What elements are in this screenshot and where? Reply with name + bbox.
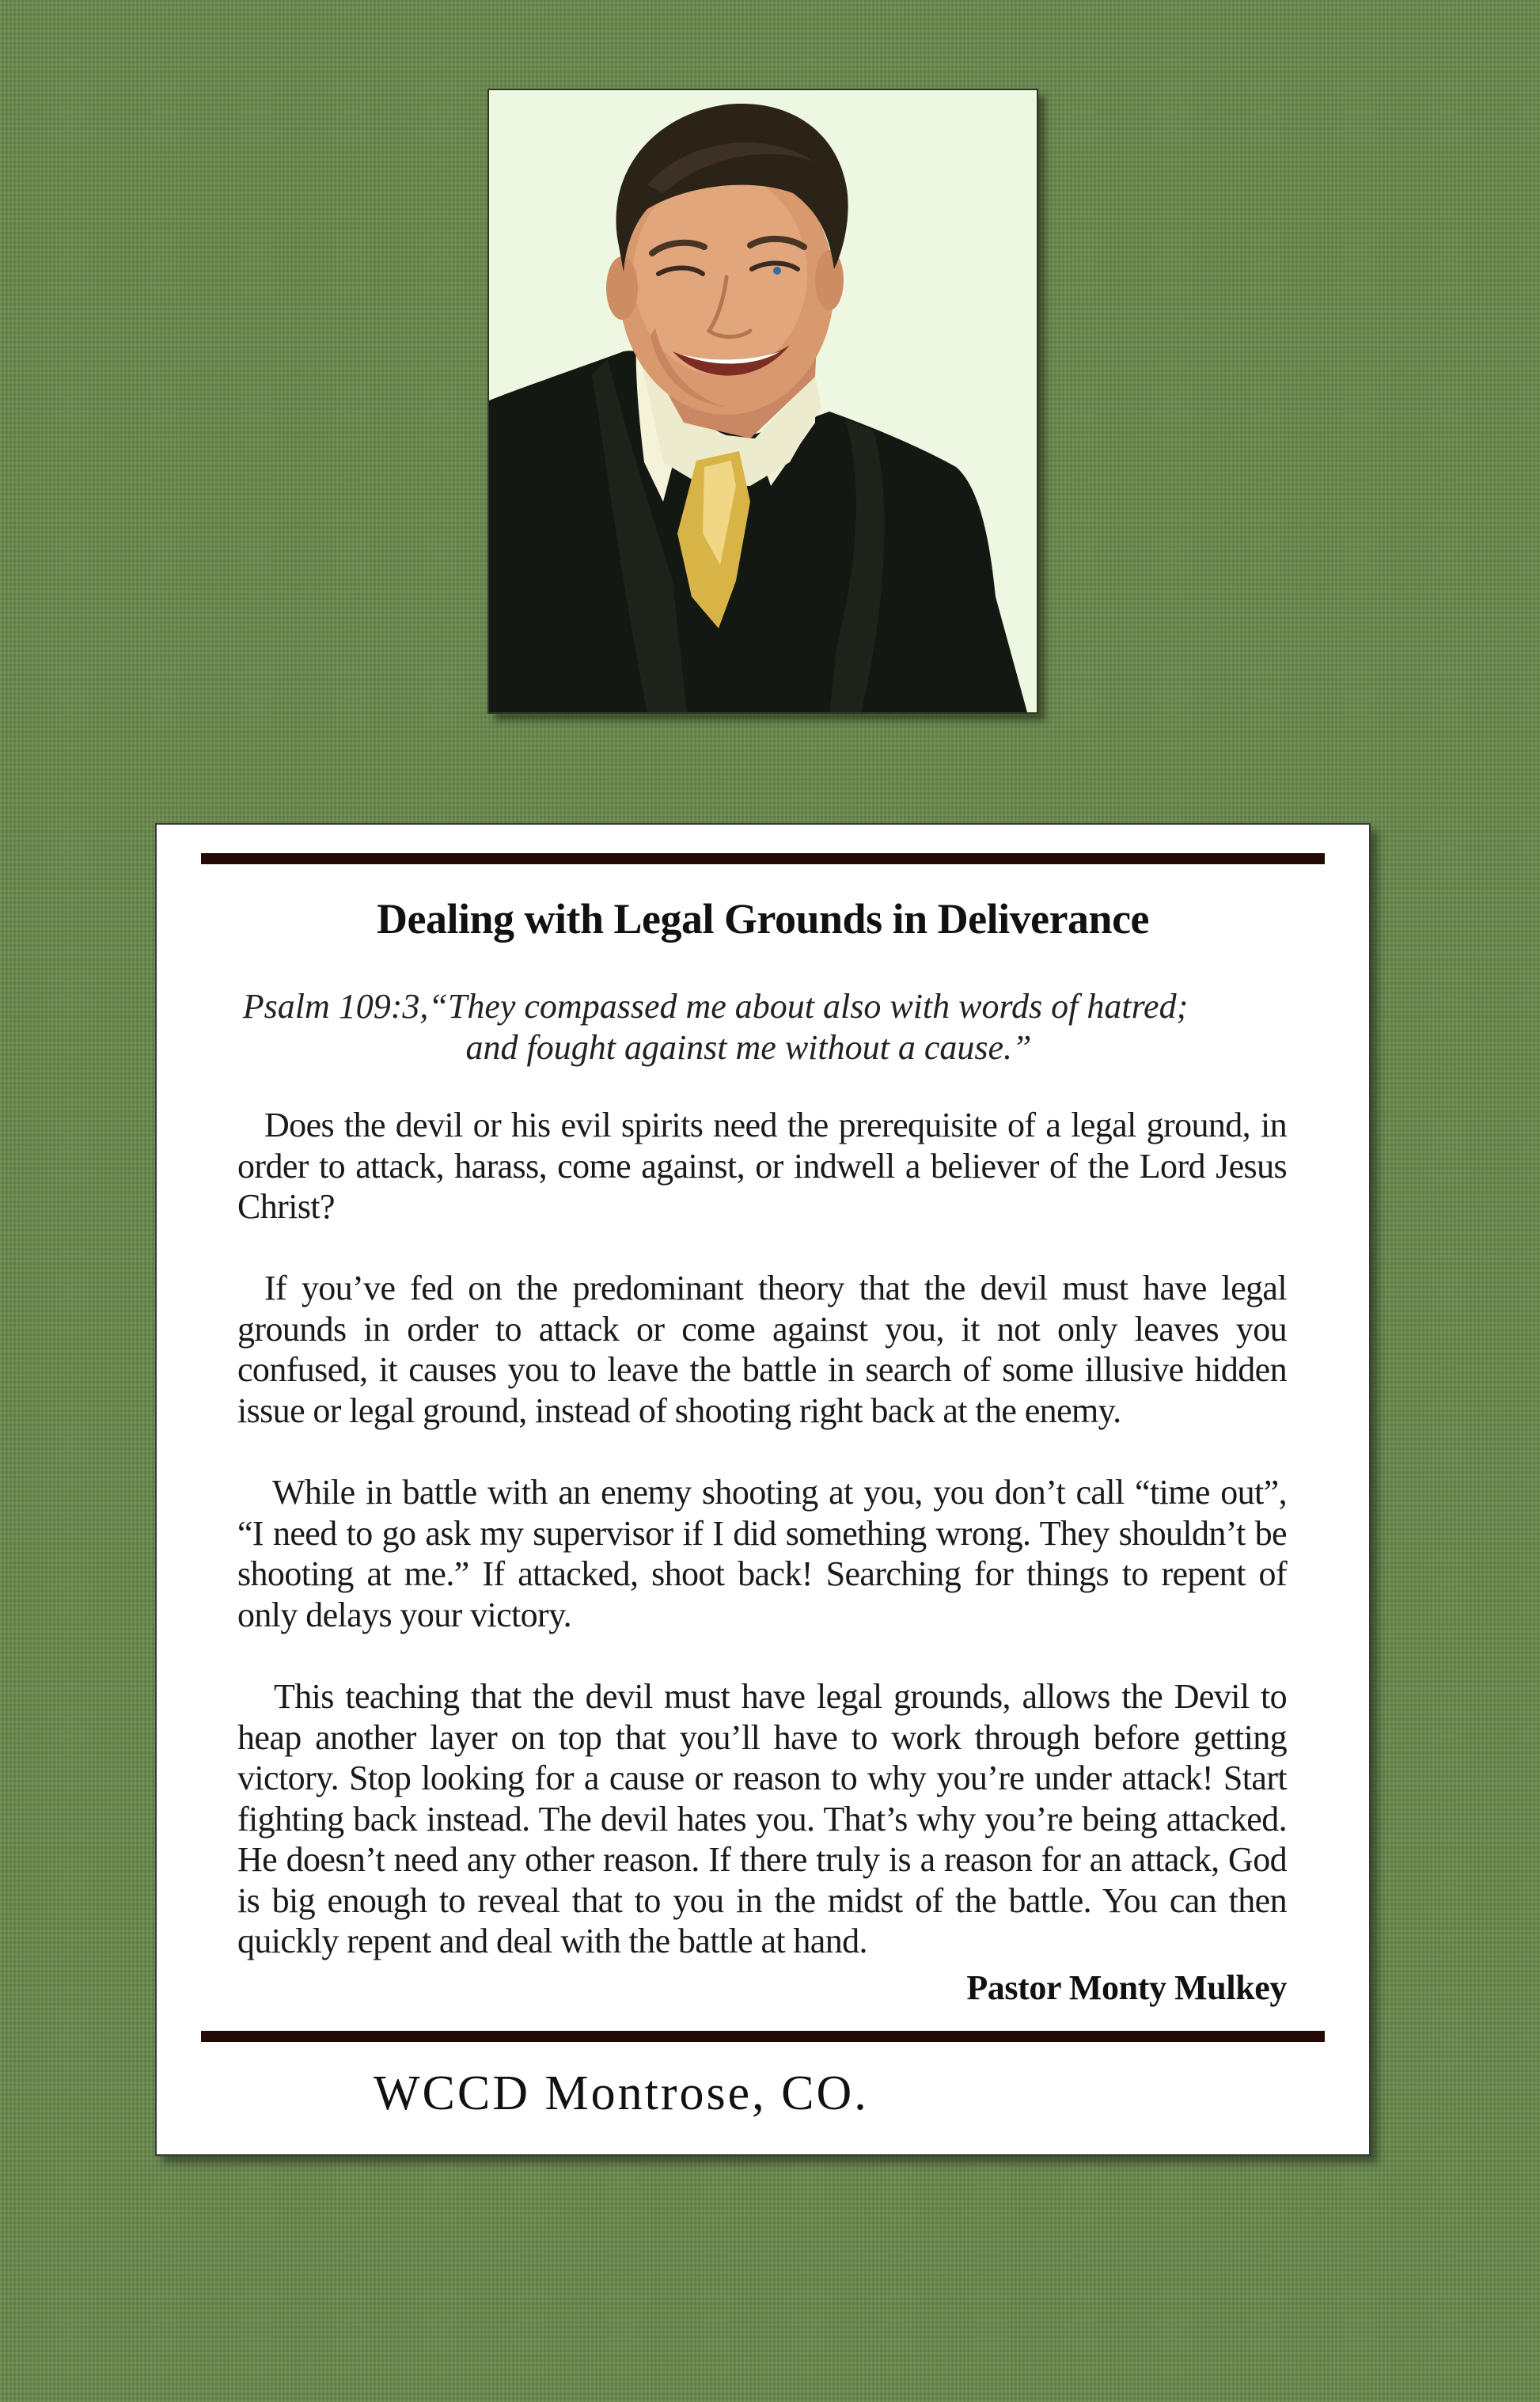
article-card	[155, 823, 1371, 2156]
article-paragraph: This teaching that the devil must have legal grounds, allows the Devil to heap another layer on top that you’ll have to work through before getting victory. Stop looking for a cause or reason to why you’re under attack! Start fighting back instead. The devil hates you. That’s why you’re being attacked. He doesn’t need any other reason. If there truly is a reason for an attack, God is big enough to reveal that to you in the midst of the battle. You can then quickly repent and deal with the battle at hand.	[237, 1677, 1287, 1960]
pastor-portrait	[487, 89, 1038, 714]
top-rule	[201, 853, 1325, 864]
article-title: Dealing with Legal Grounds in Deliverance	[376, 895, 1150, 943]
scripture-quote	[157, 986, 1369, 1068]
author-signature: Pastor Monty Mulkey	[966, 1968, 1287, 2007]
article-paragraph: Does the devil or his evil spirits need the prerequisite of a legal ground, in order to attack, harass, come against, or indwell a believer of the Lord Jesus Christ?	[237, 1106, 1287, 1226]
scripture-line-1: Psalm 109:3,“They compassed me about also with words of hatred;	[242, 987, 1189, 1026]
bottom-rule	[201, 2031, 1325, 2042]
church-location: WCCD Montrose, CO.	[374, 2066, 869, 2120]
article-paragraph: While in battle with an enemy shooting at you, you don’t call “time out”, “I need to go ask my supervisor if I did something wrong. They shouldn’t be shooting at me.” If attacked, shoot back! Searching for things to repent of only delays your victory.	[237, 1473, 1287, 1634]
scripture-line-2: and fought against me without a cause.”	[465, 1028, 1032, 1067]
article-paragraph: If you’ve fed on the predominant theory that the devil must have legal grounds in order to attack or come against you, it not only leaves you confused, it causes you to leave the battle in search of some illusive hidden issue or legal ground, instead of shooting right back at the enemy.	[237, 1269, 1287, 1430]
